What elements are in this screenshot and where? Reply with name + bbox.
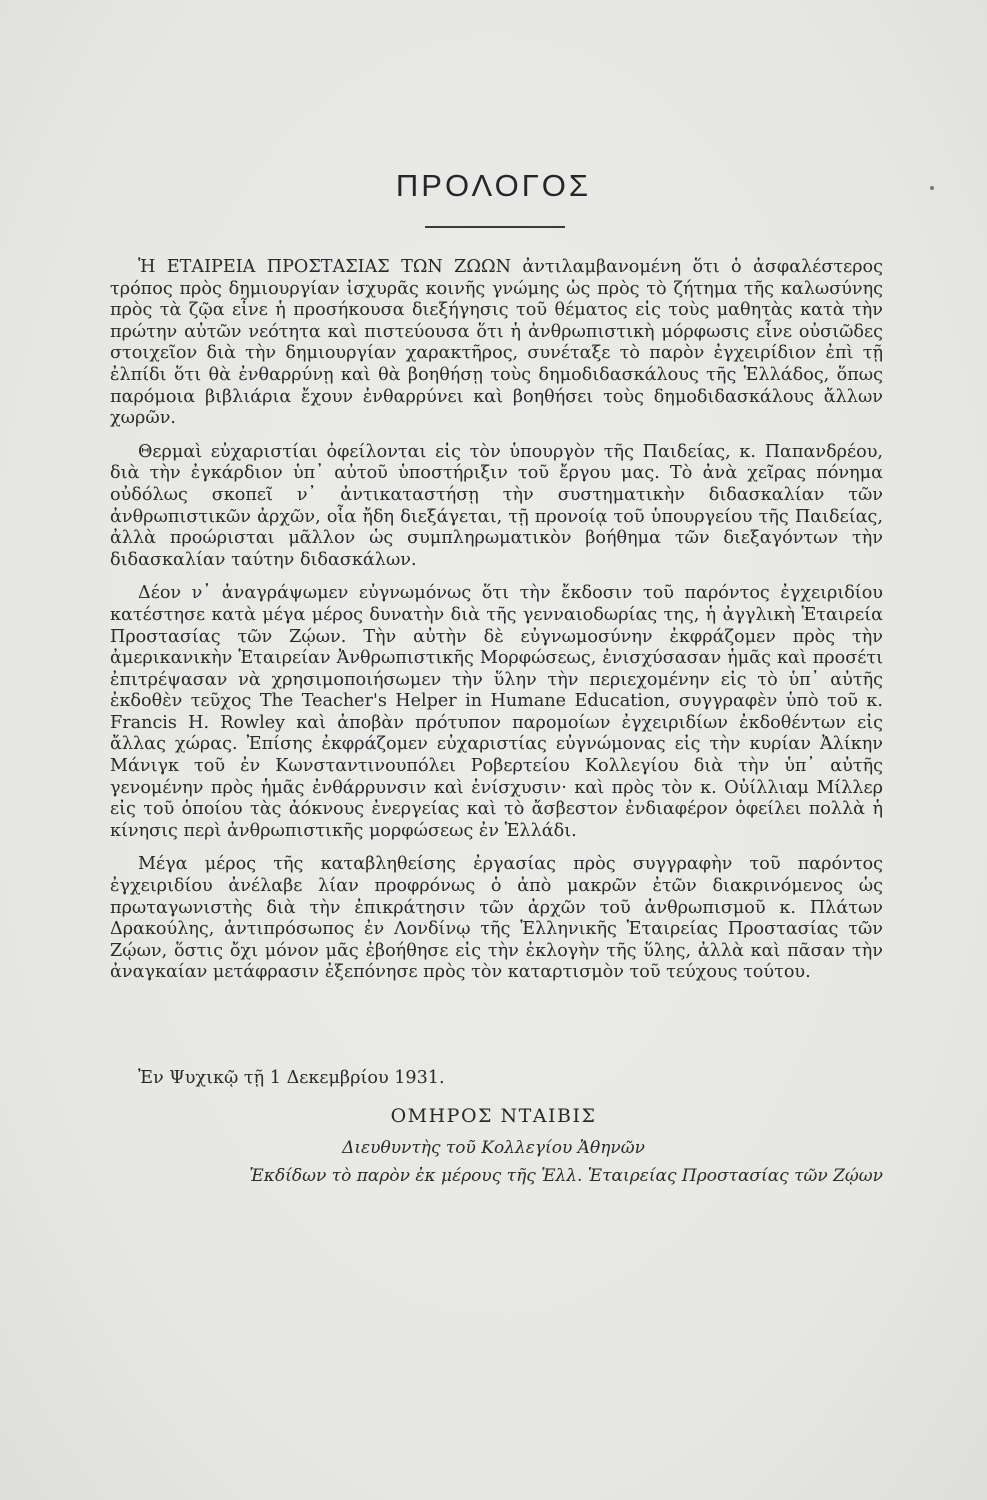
signature-name: ΟΜΗΡΟΣ ΝΤΑΙΒΙΣ [390, 1105, 597, 1127]
paragraph-4: Μέγα μέρος τῆς καταβληθείσης ἐργασίας πρὸς συγγραφὴν τοῦ παρόντος ἐγχειριδίου ἀνέλαβε λίαν προφρόνως ὁ ἀπὸ μακρῶν ἐτῶν διακρινόμενος ὡς πρωταγωνιστὴς διὰ τὴν ἐπικράτησιν τῶν ἀρχῶν τοῦ ἀνθρωπισμοῦ κ. Πλάτων Δρακούλης, ἀντιπρόσωπος ἐν Λονδίνῳ τῆς Ἑλληνικῆς Ἑταιρείας Προστασίας τῶν Ζῴων, ὅστις ὄχι μόνον μᾶς ἐβοήθησε εἰς τὴν ἐκλογὴν τῆς ὕλης, ἀλλὰ καὶ πᾶσαν τὴν ἀναγκαίαν μετάφρασιν ἐξεπόνησε πρὸς τὸν καταρτισμὸν τοῦ τεύχους τούτου. [110, 854, 883, 983]
page-title: ΠΡΟΛΟΓΟΣ [395, 168, 592, 203]
paragraph-1: Ἡ ΕΤΑΙΡΕΙΑ ΠΡΟΣΤΑΣΙΑΣ ΤΩΝ ΖΩΩΝ ἀντιλαμβανομένη ὅτι ὁ ἀσφαλέστερος τρόπος πρὸς δημιουργίαν ἰσχυρᾶς κοινῆς γνώμης ὡς πρὸς τὸ ζήτημα τῆς καλωσύνης πρὸς τὰ ζῷα εἶνε ἡ προσήκουσα διεξήγησις τοῦ θέματος εἰς τοὺς μαθητὰς κατὰ τὴν πρώτην αὐτῶν νεότητα καὶ πιστεύουσα ὅτι ἡ ἀνθρωπιστικὴ μόρφωσις εἶνε οὐσιῶδες στοιχεῖον διὰ τὴν δημιουργίαν χαρακτῆρος, συνέταξε τὸ παρὸν ἐγχειρίδιον ἐπὶ τῇ ἐλπίδι ὅτι θὰ ἐνθαρρύνῃ καὶ θὰ βοηθήσῃ τοὺς δημοδιδασκάλους τῆς Ἑλλάδος, ὅπως παρόμοια βιβλιάρια ἔχουν ἐνθαρρύνει καὶ βοηθήσει τοὺς δημοδιδασκάλους ἄλλων χωρῶν. [110, 257, 883, 429]
paragraph-3: Δέον ν᾽ ἀναγράψωμεν εὐγνωμόνως ὅτι τὴν ἔκδοσιν τοῦ παρόντος ἐγχειριδίου κατέστησε κατὰ μέγα μέρος δυνατὴν διὰ τῆς γενναιοδωρίας της, ἡ ἀγγλικὴ Ἑταιρεία Προστασίας τῶν Ζῴων. Τὴν αὐτὴν δὲ εὐγνωμοσύνην ἐκφράζομεν πρὸς τὴν ἀμερικανικὴν Ἑταιρείαν Ἀνθρωπιστικῆς Μορφώσεως, ἐνισχύσασαν ἡμᾶς καὶ προσέτι ἐπιτρέψασαν νὰ χρησιμοποιήσωμεν τὴν ὕλην τὴν περιεχομένην εἰς τὸ ὑπ᾽ αὐτῆς ἐκδοθὲν τεῦχος The Teacher's Helper in Humane Education, συγγραφὲν ὑπὸ τοῦ κ. Francis H. Rowley καὶ ἀποβὰν πρότυπον παρομοίων ἐγχειριδίων ἐκδοθέντων εἰς ἄλλας χώρας. Ἐπίσης ἐκφράζομεν εὐχαριστίας εὐγνώμονας εἰς τὴν κυρίαν Ἀλίκην Μάνιγκ τοῦ ἐν Κωνσταντινουπόλει Ροβερτείου Κολλεγίου διὰ τὴν ὑπ᾽ αὐτῆς γενομένην πρὸς ἡμᾶς ἐνθάρρυνσιν καὶ ἐνίσχυσιν· καὶ πρὸς τὸν κ. Οὐίλλιαμ Μίλλερ εἰς τοῦ ὁποίου τὰς ἀόκνους ἐνεργείας καὶ τὸ ἄσβεστον ἐνδιαφέρον ὀφείλει πολλὰ ἡ κίνησις περὶ ἀνθρωπιστικῆς μορφώσεως ἐν Ἑλλάδι. [110, 583, 883, 841]
paragraph-2: Θερμαὶ εὐχαριστίαι ὀφείλονται εἰς τὸν ὑπουργὸν τῆς Παιδείας, κ. Παπανδρέου, διὰ τὴν ἐγκάρδιον ὑπ᾽ αὐτοῦ ὑποστήριξιν τοῦ ἔργου μας. Τὸ ἀνὰ χεῖρας πόνημα οὐδόλως σκοπεῖ ν᾽ ἀντικαταστήσῃ τὴν συστηματικὴν διδασκαλίαν τῶν ἀνθρωπιστικῶν ἀρχῶν, οἷα ἤδη διεξάγεται, τῇ προνοίᾳ τοῦ ὑπουργείου τῆς Παιδείας, ἀλλὰ προώρισται μᾶλλον ὡς συμπληρωματικὸν βοήθημα τῶν διεξαγόντων τὴν διδασκαλίαν ταύτην διδασκάλων. [110, 441, 883, 570]
preface-body [110, 257, 883, 996]
title-rule [425, 226, 565, 228]
signature-publisher: Ἐκδίδων τὸ παρὸν ἐκ μέρους τῆς Ἑλλ. Ἑταιρείας Προστασίας τῶν Ζῴων [249, 1166, 883, 1186]
signature-role: Διευθυντὴς τοῦ Κολλεγίου Ἀθηνῶν [342, 1138, 645, 1158]
dateline: Ἐν Ψυχικῷ τῇ 1 Δεκεμβρίου 1931. [138, 1068, 445, 1088]
